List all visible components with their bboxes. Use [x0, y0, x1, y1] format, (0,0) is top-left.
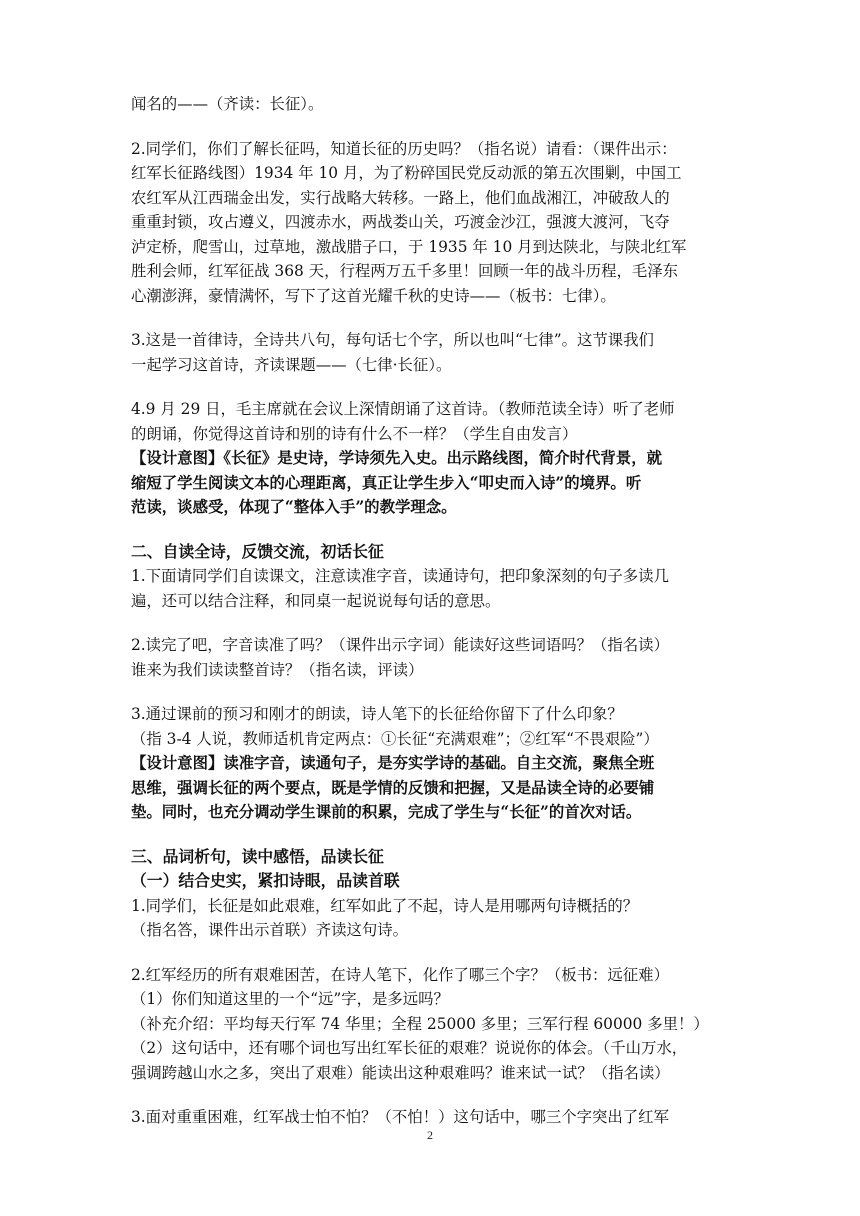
text-line: 1.下面请同学们自读课文，注意读准字音，读通诗句，把印象深刻的句子多读几: [131, 567, 669, 585]
text-line: 三、品词析句，读中感悟，品读长征: [131, 846, 384, 866]
paragraph: [131, 633, 735, 682]
text-line: 强调跨越山水之多，突出了艰难）能读出这种艰难吗？谁来试一试？（指名读）: [131, 1063, 670, 1082]
paragraph: [131, 963, 735, 1086]
text-line: 【设计意图】《长征》是史诗，学诗须先入史。出示路线图，简介时代背景，就: [131, 449, 662, 467]
text-line: 胜利会师，红军征战 368 天，行程两万五千多里！回顾一年的战斗历程，毛泽东: [131, 262, 679, 280]
text-line: 一起学习这首诗，齐读课题——（七律·长征）。: [131, 355, 452, 374]
text-line: 3.面对重重困难，红军战士怕不怕？（不怕！）这句话中，哪三个字突出了红军: [131, 1108, 669, 1126]
paragraph: [131, 137, 735, 309]
text-line: （指 3-4 人说，教师适机肯定两点：①长征“充满艰难”；②红军“不畏艰险”）: [131, 729, 659, 748]
paragraph: [131, 1105, 735, 1130]
paragraph: [131, 564, 735, 613]
section-heading: [131, 845, 735, 870]
text-line: 闻名的——（齐读：长征）。: [131, 95, 324, 113]
text-line: 心潮澎湃，豪情满怀，写下了这首光耀千秋的史诗——（板书：七律）。: [131, 286, 616, 305]
text-line: 3.通过课前的预习和刚才的朗读，诗人笔下的长征给你留下了什么印象？: [131, 705, 623, 723]
text-line: 3.这是一首律诗，全诗共八句，每句话七个字，所以也叫“七律”。这节课我们: [131, 331, 654, 349]
text-line: 范读，谈感受，体现了“整体入手”的教学理念。: [131, 498, 457, 516]
paragraph: [131, 702, 735, 751]
text-line: 遍，还可以结合注释，和同桌一起说说每句话的意思。: [131, 591, 501, 610]
text-line: 垫。同时，也充分调动学生课前的积累，完成了学生与“长征”的首次对话。: [131, 803, 642, 821]
text-line: 泸定桥，爬雪山，过草地，激战腊子口，于 1935 年 10 月到达陕北，与陕北红军: [131, 237, 687, 256]
section-heading: [131, 540, 735, 565]
design-intent-note: [131, 751, 735, 825]
text-line: （1）你们知道这里的一个“远”字，是多远吗？: [131, 990, 449, 1008]
text-line: 农红军从江西瑞金出发，实行战略大转移。一路上，他们血战湘江，冲破敌人的: [131, 188, 670, 207]
text-line: 2.红军经历的所有艰难困苦，在诗人笔下，化作了哪三个字？（板书：远征难）: [131, 965, 669, 984]
design-intent-note: [131, 446, 735, 520]
text-line: 重重封锁，攻占遵义，四渡赤水，两战娄山关，巧渡金沙江，强渡大渡河，飞夺: [131, 213, 670, 231]
text-line: （补充介绍：平均每天行军 74 华里；全程 25000 多里；三军行程 60000 多里！）: [131, 1014, 709, 1033]
page-number: 2: [427, 1128, 433, 1142]
paragraph: [131, 328, 735, 377]
text-line: 的朗诵，你觉得这首诗和别的诗有什么不一样？（学生自由发言）: [131, 424, 578, 443]
document-body: [131, 92, 735, 1150]
text-line: 红军长征路线图）1934 年 10 月，为了粉碎国民党反动派的第五次围剿，中国工: [131, 164, 682, 182]
text-line: 二、自读全诗，反馈交流，初话长征: [131, 541, 384, 561]
text-line: 2.读完了吧，字音读准了吗？（课件出示字词）能读好这些词语吗？（指名读）: [131, 636, 669, 654]
text-line: （2）这句话中，还有哪个词也写出红军长征的艰难？说说你的体会。（千山万水，: [131, 1039, 688, 1057]
text-line: 谁来为我们读读整首诗？（指名读，评读）: [131, 660, 424, 679]
text-line: 思维，强调长征的两个要点，既是学情的反馈和把握，又是品读全诗的必要铺: [131, 778, 655, 797]
text-line: 【设计意图】读准字音，读通句子，是夯实学诗的基础。自主交流，聚焦全班: [131, 754, 655, 772]
text-line: 缩短了学生阅读文本的心理距离，真正让学生步入“叩史而入诗”的境界。听: [131, 473, 642, 492]
text-line: （指名答，课件出示首联）齐读这句诗。: [131, 921, 409, 939]
text-line: 1.同学们，长征是如此艰难，红军如此了不起，诗人是用哪两句诗概括的？: [131, 896, 639, 915]
text-line: 2.同学们，你们了解长征吗，知道长征的历史吗？（指名说）请看：（课件出示：: [131, 139, 677, 158]
text-line: （一）结合史实，紧扣诗眼，品读首联: [131, 871, 400, 890]
text-line: 4.9 月 29 日，毛主席就在会议上深情朗诵了这首诗。（教师范读全诗）听了老师: [131, 400, 675, 418]
section-heading: [131, 869, 735, 894]
paragraph: [131, 397, 735, 446]
paragraph: [131, 894, 735, 943]
paragraph: [131, 92, 735, 117]
